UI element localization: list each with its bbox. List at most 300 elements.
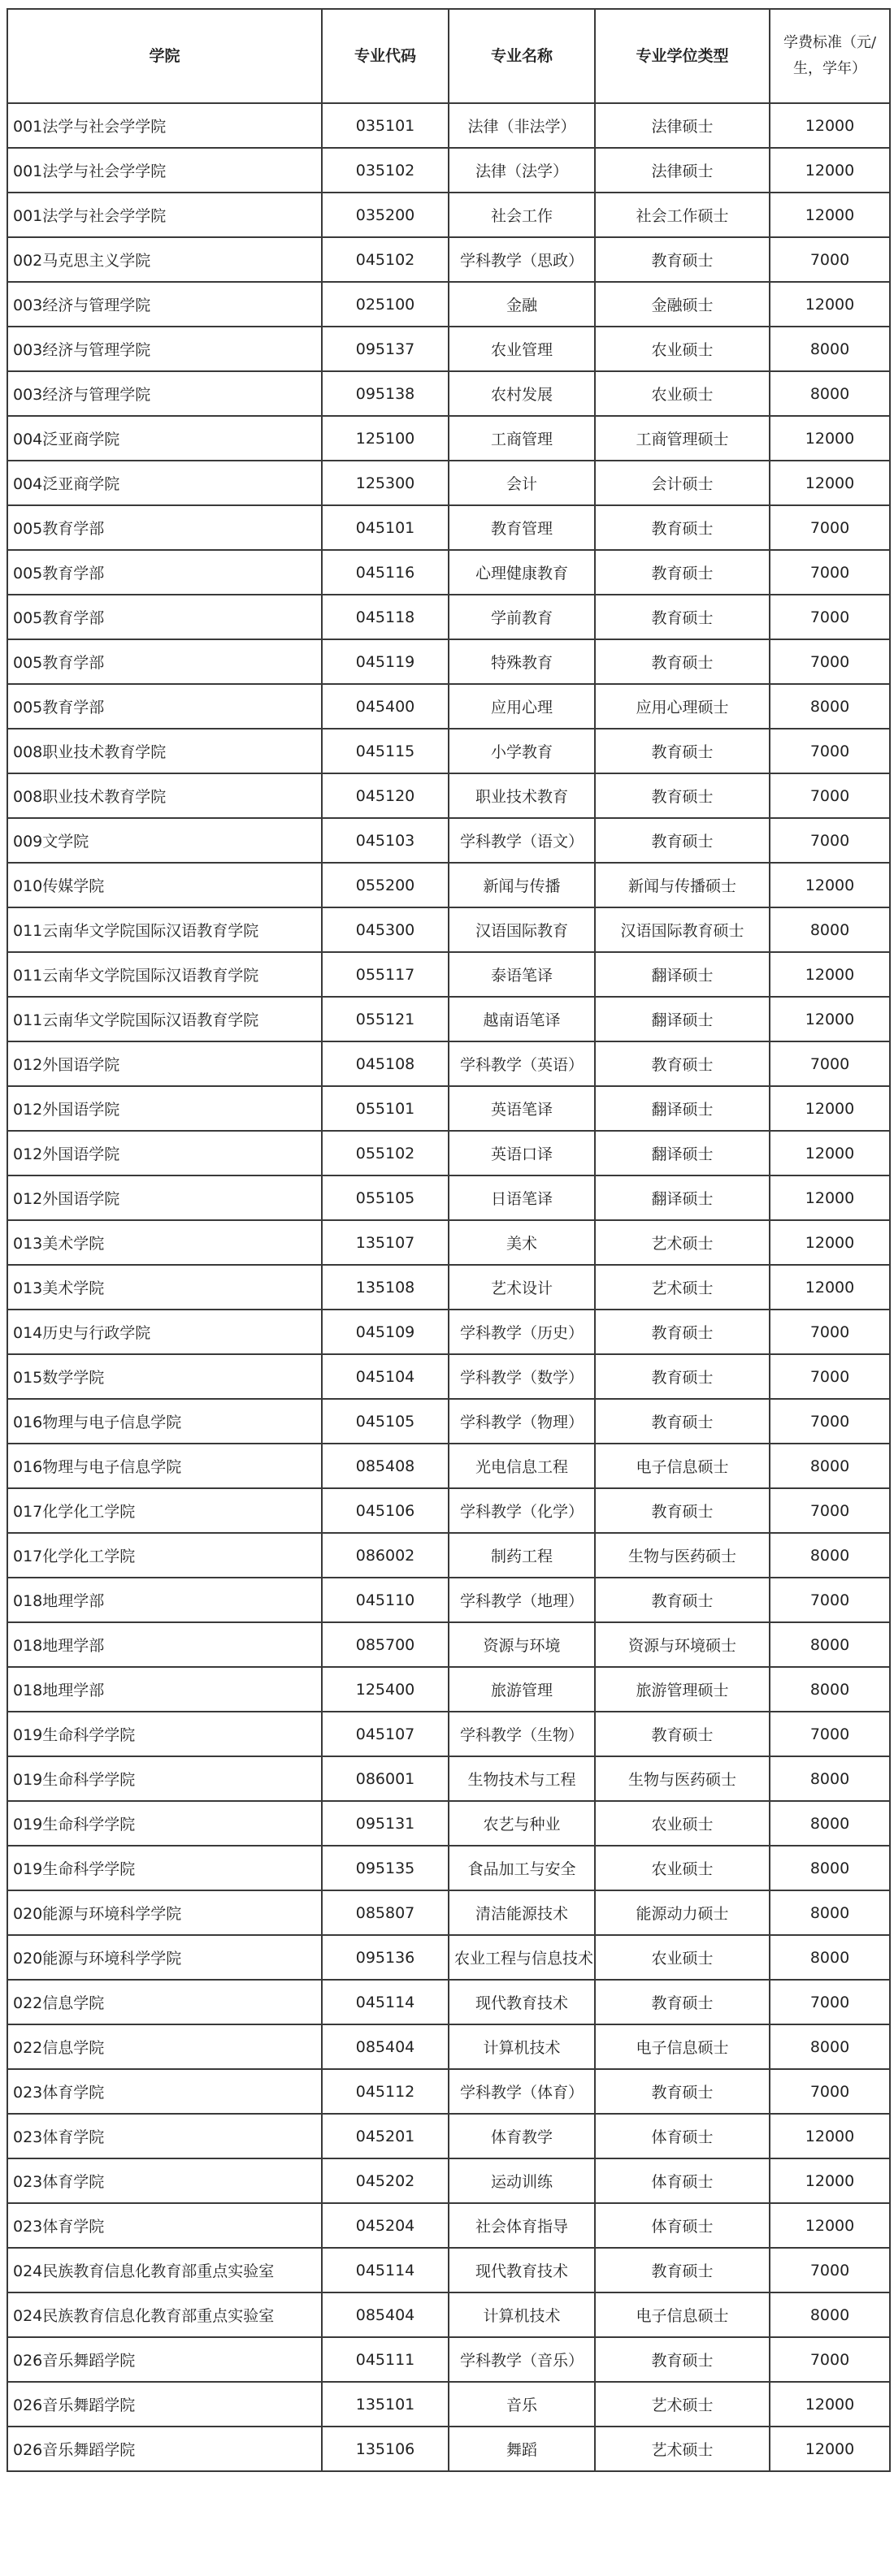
cell-college: 020能源与环境科学学院 [7,1935,322,1980]
header-college: 学院 [7,9,322,103]
cell-fee: 8000 [770,1667,890,1712]
table-row [7,907,890,952]
cell-major-name: 学科教学（物理） [449,1399,595,1444]
cell-fee: 12000 [770,193,890,237]
cell-code: 045111 [322,2337,449,2382]
cell-major-name: 计算机技术 [449,2292,595,2337]
table-row [7,1175,890,1220]
cell-fee: 12000 [770,952,890,997]
cell-degree-type: 农业硕士 [595,1846,770,1890]
header-row [7,9,890,103]
cell-code: 035200 [322,193,449,237]
cell-major-name: 食品加工与安全 [449,1846,595,1890]
cell-fee: 12000 [770,461,890,505]
table-row [7,2248,890,2292]
cell-degree-type: 生物与医药硕士 [595,1756,770,1801]
table-row [7,2158,890,2203]
cell-college: 003经济与管理学院 [7,371,322,416]
cell-major-name: 职业技术教育 [449,773,595,818]
cell-code: 095131 [322,1801,449,1846]
cell-code: 055105 [322,1175,449,1220]
cell-code: 045105 [322,1399,449,1444]
cell-code: 125400 [322,1667,449,1712]
cell-code: 035101 [322,103,449,148]
cell-code: 045115 [322,729,449,773]
cell-code: 045116 [322,550,449,595]
cell-code: 045107 [322,1712,449,1756]
cell-major-name: 英语笔译 [449,1086,595,1131]
cell-major-name: 艺术设计 [449,1265,595,1310]
cell-major-name: 工商管理 [449,416,595,461]
cell-fee: 8000 [770,327,890,371]
cell-code: 055102 [322,1131,449,1175]
cell-degree-type: 教育硕士 [595,1399,770,1444]
cell-degree-type: 艺术硕士 [595,1220,770,1265]
cell-fee: 7000 [770,505,890,550]
cell-fee: 8000 [770,1890,890,1935]
cell-code: 045300 [322,907,449,952]
table-header [7,9,890,103]
cell-college: 026音乐舞蹈学院 [7,2382,322,2427]
cell-fee: 12000 [770,1086,890,1131]
cell-major-name: 现代教育技术 [449,2248,595,2292]
cell-college: 008职业技术教育学院 [7,773,322,818]
cell-degree-type: 翻译硕士 [595,952,770,997]
table-row [7,2292,890,2337]
table-row [7,2337,890,2382]
cell-major-name: 农村发展 [449,371,595,416]
cell-code: 045119 [322,639,449,684]
cell-major-name: 社会体育指导 [449,2203,595,2248]
cell-degree-type: 资源与环境硕士 [595,1622,770,1667]
cell-college: 004泛亚商学院 [7,416,322,461]
cell-degree-type: 教育硕士 [595,2069,770,2114]
table-row [7,1935,890,1980]
cell-code: 055121 [322,997,449,1041]
table-row [7,773,890,818]
cell-major-name: 应用心理 [449,684,595,729]
cell-fee: 12000 [770,1220,890,1265]
cell-fee: 12000 [770,863,890,907]
cell-college: 003经济与管理学院 [7,327,322,371]
cell-fee: 7000 [770,1310,890,1354]
cell-degree-type: 农业硕士 [595,327,770,371]
cell-college: 005教育学部 [7,550,322,595]
cell-code: 045102 [322,237,449,282]
cell-code: 045202 [322,2158,449,2203]
table-row [7,1846,890,1890]
cell-degree-type: 教育硕士 [595,1488,770,1533]
cell-fee: 7000 [770,1041,890,1086]
cell-college: 005教育学部 [7,505,322,550]
cell-degree-type: 新闻与传播硕士 [595,863,770,907]
cell-fee: 7000 [770,1578,890,1622]
cell-degree-type: 教育硕士 [595,1354,770,1399]
cell-degree-type: 艺术硕士 [595,1265,770,1310]
cell-major-name: 旅游管理 [449,1667,595,1712]
cell-college: 011云南华文学院国际汉语教育学院 [7,907,322,952]
tuition-table [7,8,891,2472]
header-name: 专业名称 [449,9,595,103]
table-row [7,863,890,907]
cell-college: 017化学化工学院 [7,1488,322,1533]
cell-code: 025100 [322,282,449,327]
cell-college: 003经济与管理学院 [7,282,322,327]
table-row [7,1756,890,1801]
cell-major-name: 英语口译 [449,1131,595,1175]
cell-college: 012外国语学院 [7,1131,322,1175]
cell-code: 045108 [322,1041,449,1086]
cell-college: 016物理与电子信息学院 [7,1444,322,1488]
cell-code: 095137 [322,327,449,371]
cell-fee: 7000 [770,1980,890,2024]
cell-code: 045110 [322,1578,449,1622]
table-row [7,2069,890,2114]
cell-degree-type: 能源动力硕士 [595,1890,770,1935]
cell-college: 005教育学部 [7,684,322,729]
table-row [7,818,890,863]
cell-code: 045103 [322,818,449,863]
cell-fee: 7000 [770,2069,890,2114]
table-row [7,1220,890,1265]
cell-major-name: 新闻与传播 [449,863,595,907]
cell-college: 015数学学院 [7,1354,322,1399]
cell-fee: 12000 [770,1131,890,1175]
cell-fee: 12000 [770,2114,890,2158]
cell-fee: 8000 [770,2024,890,2069]
cell-major-name: 学科教学（语文） [449,818,595,863]
cell-degree-type: 体育硕士 [595,2203,770,2248]
table-row [7,595,890,639]
cell-major-name: 计算机技术 [449,2024,595,2069]
cell-major-name: 法律（非法学） [449,103,595,148]
cell-degree-type: 教育硕士 [595,1980,770,2024]
cell-fee: 7000 [770,1354,890,1399]
header-code: 专业代码 [322,9,449,103]
cell-major-name: 资源与环境 [449,1622,595,1667]
cell-fee: 8000 [770,1801,890,1846]
cell-college: 026音乐舞蹈学院 [7,2337,322,2382]
cell-major-name: 越南语笔译 [449,997,595,1041]
cell-fee: 12000 [770,2382,890,2427]
table-row [7,639,890,684]
cell-code: 086001 [322,1756,449,1801]
cell-degree-type: 教育硕士 [595,595,770,639]
cell-code: 045114 [322,1980,449,2024]
table-row [7,1354,890,1399]
cell-code: 135107 [322,1220,449,1265]
cell-college: 012外国语学院 [7,1041,322,1086]
cell-code: 045120 [322,773,449,818]
cell-major-name: 金融 [449,282,595,327]
cell-code: 135101 [322,2382,449,2427]
cell-major-name: 泰语笔译 [449,952,595,997]
cell-code: 135106 [322,2427,449,2471]
cell-major-name: 制药工程 [449,1533,595,1578]
cell-college: 017化学化工学院 [7,1533,322,1578]
cell-degree-type: 农业硕士 [595,1935,770,1980]
cell-fee: 7000 [770,639,890,684]
cell-degree-type: 农业硕士 [595,1801,770,1846]
cell-fee: 7000 [770,595,890,639]
table-row [7,327,890,371]
cell-college: 004泛亚商学院 [7,461,322,505]
cell-fee: 12000 [770,2158,890,2203]
table-row [7,1041,890,1086]
cell-code: 035102 [322,148,449,193]
cell-code: 085408 [322,1444,449,1488]
cell-major-name: 清洁能源技术 [449,1890,595,1935]
cell-fee: 12000 [770,148,890,193]
cell-degree-type: 社会工作硕士 [595,193,770,237]
cell-major-name: 现代教育技术 [449,1980,595,2024]
cell-fee: 7000 [770,773,890,818]
cell-degree-type: 翻译硕士 [595,1131,770,1175]
table-row [7,952,890,997]
table-row [7,282,890,327]
cell-fee: 7000 [770,1712,890,1756]
cell-fee: 12000 [770,2427,890,2471]
cell-code: 085700 [322,1622,449,1667]
cell-college: 009文学院 [7,818,322,863]
cell-major-name: 社会工作 [449,193,595,237]
cell-degree-type: 教育硕士 [595,550,770,595]
cell-college: 026音乐舞蹈学院 [7,2427,322,2471]
cell-major-name: 特殊教育 [449,639,595,684]
cell-code: 125300 [322,461,449,505]
cell-major-name: 学科教学（生物） [449,1712,595,1756]
table-row [7,550,890,595]
cell-code: 055101 [322,1086,449,1131]
cell-major-name: 学科教学（思政） [449,237,595,282]
cell-code: 135108 [322,1265,449,1310]
header-fee: 学费标准（元/生，学年） [770,9,890,103]
cell-college: 005教育学部 [7,639,322,684]
cell-major-name: 学科教学（地理） [449,1578,595,1622]
cell-fee: 8000 [770,371,890,416]
cell-fee: 7000 [770,818,890,863]
cell-fee: 7000 [770,237,890,282]
cell-degree-type: 金融硕士 [595,282,770,327]
table-row [7,1578,890,1622]
cell-college: 022信息学院 [7,2024,322,2069]
cell-college: 023体育学院 [7,2203,322,2248]
cell-major-name: 学前教育 [449,595,595,639]
cell-fee: 7000 [770,2337,890,2382]
cell-degree-type: 教育硕士 [595,639,770,684]
table-row [7,461,890,505]
cell-degree-type: 工商管理硕士 [595,416,770,461]
cell-degree-type: 艺术硕士 [595,2382,770,2427]
cell-fee: 8000 [770,1756,890,1801]
cell-fee: 12000 [770,103,890,148]
cell-major-name: 美术 [449,1220,595,1265]
cell-code: 085404 [322,2292,449,2337]
cell-code: 045118 [322,595,449,639]
cell-college: 024民族教育信息化教育部重点实验室 [7,2248,322,2292]
table-row [7,416,890,461]
cell-fee: 8000 [770,684,890,729]
cell-college: 013美术学院 [7,1265,322,1310]
cell-major-name: 农业管理 [449,327,595,371]
table-row [7,1265,890,1310]
cell-code: 095138 [322,371,449,416]
cell-major-name: 学科教学（音乐） [449,2337,595,2382]
table-row [7,505,890,550]
cell-college: 010传媒学院 [7,863,322,907]
cell-major-name: 日语笔译 [449,1175,595,1220]
cell-fee: 12000 [770,997,890,1041]
table-row [7,1801,890,1846]
cell-major-name: 光电信息工程 [449,1444,595,1488]
cell-college: 001法学与社会学学院 [7,103,322,148]
cell-degree-type: 教育硕士 [595,1712,770,1756]
cell-major-name: 学科教学（数学） [449,1354,595,1399]
cell-fee: 8000 [770,1444,890,1488]
table-row [7,1533,890,1578]
table-row [7,1890,890,1935]
cell-college: 024民族教育信息化教育部重点实验室 [7,2292,322,2337]
cell-fee: 8000 [770,1935,890,1980]
cell-degree-type: 应用心理硕士 [595,684,770,729]
table-row [7,684,890,729]
cell-code: 085807 [322,1890,449,1935]
cell-code: 125100 [322,416,449,461]
cell-fee: 8000 [770,1533,890,1578]
cell-college: 023体育学院 [7,2158,322,2203]
cell-major-name: 汉语国际教育 [449,907,595,952]
cell-college: 013美术学院 [7,1220,322,1265]
cell-fee: 8000 [770,907,890,952]
cell-college: 016物理与电子信息学院 [7,1399,322,1444]
cell-college: 019生命科学学院 [7,1756,322,1801]
table-row [7,371,890,416]
cell-major-name: 教育管理 [449,505,595,550]
table-row [7,193,890,237]
table-row [7,997,890,1041]
cell-code: 055200 [322,863,449,907]
cell-code: 045112 [322,2069,449,2114]
table-row [7,237,890,282]
cell-degree-type: 体育硕士 [595,2114,770,2158]
cell-code: 045106 [322,1488,449,1533]
cell-college: 011云南华文学院国际汉语教育学院 [7,952,322,997]
cell-degree-type: 旅游管理硕士 [595,1667,770,1712]
cell-major-name: 体育教学 [449,2114,595,2158]
table-row [7,2114,890,2158]
cell-college: 018地理学部 [7,1622,322,1667]
cell-degree-type: 体育硕士 [595,2158,770,2203]
table-row [7,2203,890,2248]
cell-fee: 8000 [770,2292,890,2337]
table-row [7,2427,890,2471]
cell-code: 095135 [322,1846,449,1890]
cell-college: 008职业技术教育学院 [7,729,322,773]
cell-fee: 7000 [770,1488,890,1533]
cell-code: 086002 [322,1533,449,1578]
cell-degree-type: 教育硕士 [595,1578,770,1622]
cell-major-name: 农业工程与信息技术 [449,1935,595,1980]
cell-major-name: 舞蹈 [449,2427,595,2471]
cell-degree-type: 电子信息硕士 [595,2292,770,2337]
table-row [7,1399,890,1444]
cell-major-name: 农艺与种业 [449,1801,595,1846]
cell-code: 045104 [322,1354,449,1399]
cell-degree-type: 教育硕士 [595,818,770,863]
cell-college: 012外国语学院 [7,1175,322,1220]
cell-fee: 7000 [770,729,890,773]
cell-degree-type: 教育硕士 [595,2337,770,2382]
table-row [7,148,890,193]
cell-degree-type: 艺术硕士 [595,2427,770,2471]
cell-college: 018地理学部 [7,1667,322,1712]
cell-college: 001法学与社会学学院 [7,148,322,193]
cell-major-name: 学科教学（历史） [449,1310,595,1354]
cell-college: 023体育学院 [7,2114,322,2158]
cell-fee: 7000 [770,1399,890,1444]
cell-code: 045109 [322,1310,449,1354]
table-row [7,1667,890,1712]
table-row [7,729,890,773]
header-degree-type: 专业学位类型 [595,9,770,103]
cell-code: 045400 [322,684,449,729]
cell-fee: 12000 [770,1175,890,1220]
cell-fee: 12000 [770,1265,890,1310]
table-row [7,103,890,148]
cell-major-name: 运动训练 [449,2158,595,2203]
cell-fee: 12000 [770,282,890,327]
cell-fee: 8000 [770,1622,890,1667]
cell-major-name: 小学教育 [449,729,595,773]
cell-degree-type: 教育硕士 [595,1041,770,1086]
cell-college: 018地理学部 [7,1578,322,1622]
cell-degree-type: 汉语国际教育硕士 [595,907,770,952]
cell-major-name: 学科教学（体育） [449,2069,595,2114]
cell-degree-type: 教育硕士 [595,237,770,282]
cell-major-name: 学科教学（化学） [449,1488,595,1533]
cell-fee: 7000 [770,2248,890,2292]
cell-college: 001法学与社会学学院 [7,193,322,237]
table-row [7,1086,890,1131]
table-body [7,103,890,2471]
cell-degree-type: 翻译硕士 [595,1175,770,1220]
cell-college: 012外国语学院 [7,1086,322,1131]
cell-college: 002马克思主义学院 [7,237,322,282]
cell-code: 045204 [322,2203,449,2248]
cell-degree-type: 电子信息硕士 [595,2024,770,2069]
table-row [7,1712,890,1756]
cell-major-name: 音乐 [449,2382,595,2427]
cell-major-name: 心理健康教育 [449,550,595,595]
cell-code: 055117 [322,952,449,997]
cell-degree-type: 会计硕士 [595,461,770,505]
cell-degree-type: 教育硕士 [595,505,770,550]
table-row [7,1622,890,1667]
cell-degree-type: 农业硕士 [595,371,770,416]
table-row [7,2382,890,2427]
cell-college: 014历史与行政学院 [7,1310,322,1354]
table-row [7,1488,890,1533]
cell-fee: 8000 [770,1846,890,1890]
cell-degree-type: 法律硕士 [595,103,770,148]
cell-code: 095136 [322,1935,449,1980]
cell-fee: 12000 [770,416,890,461]
table-row [7,1131,890,1175]
cell-college: 019生命科学学院 [7,1712,322,1756]
cell-college: 011云南华文学院国际汉语教育学院 [7,997,322,1041]
cell-major-name: 会计 [449,461,595,505]
cell-major-name: 学科教学（英语） [449,1041,595,1086]
